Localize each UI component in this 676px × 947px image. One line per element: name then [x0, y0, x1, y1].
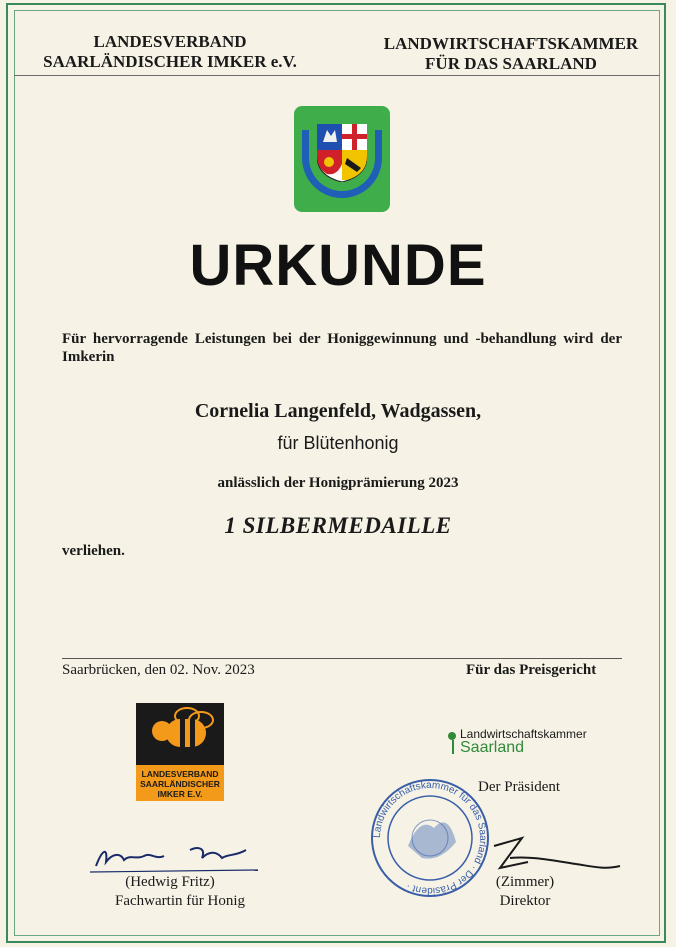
beekeepers-logo-text	[136, 769, 224, 799]
header-right-org	[356, 34, 666, 74]
certificate-title: URKUNDE	[189, 233, 487, 298]
occasion-text: anlässlich der Honigprämierung 2023	[217, 475, 459, 491]
beekeepers-logo-line3: IMKER E.V.	[157, 789, 203, 799]
award-medal: 1 SILBERMEDAILLE	[224, 513, 452, 538]
bee-stripe	[190, 719, 195, 747]
recipient-name: Cornelia Langenfeld, Wadgassen,	[194, 400, 482, 422]
stamp-text: Landwirtschaftskammer für das Saarland · Der Präsident ·	[371, 779, 489, 897]
beekeepers-association-logo	[136, 703, 224, 801]
chamber-logo-line2: Saarland	[460, 739, 525, 756]
header-divider	[14, 75, 660, 76]
place-date: Saarbrücken, den 02. Nov. 2023	[62, 662, 255, 678]
coat-of-arms-icon	[317, 124, 367, 182]
chamber-logo-bar-icon	[452, 740, 454, 754]
header-left-line2: SAARLÄNDISCHER IMKER e.V.	[43, 52, 297, 71]
honey-type: für Blütenhonig	[277, 433, 399, 453]
left-signatory-name: (Hedwig Fritz)	[125, 874, 215, 890]
signature-section-divider	[62, 658, 622, 659]
header-left-line1: LANDESVERBAND	[93, 32, 247, 51]
bee-stripe	[180, 719, 185, 747]
signature-hedwig-fritz	[90, 836, 260, 876]
right-signatory-role: Direktor	[499, 893, 551, 909]
bee-body-icon	[166, 719, 206, 747]
jury-label: Für das Preisgericht	[466, 662, 597, 678]
president-label: Der Präsident	[478, 779, 561, 795]
chamber-logo-line1: Landwirtschaftskammer	[460, 727, 587, 741]
saarland-crest-logo	[294, 106, 390, 212]
beekeepers-logo-line1: LANDESVERBAND	[141, 769, 219, 779]
header-right-line1: LANDWIRTSCHAFTSKAMMER	[383, 34, 639, 53]
header-right-line2: FÜR DAS SAARLAND	[425, 54, 597, 73]
left-signatory-role: Fachwartin für Honig	[115, 893, 245, 909]
beekeepers-logo-line2: SAARLÄNDISCHER	[140, 779, 220, 789]
intro-text: Für hervorragende Leistungen bei der Honiggewinnung und -behandlung wird der Imkerin	[62, 331, 622, 365]
closing-text: verliehen.	[62, 543, 125, 559]
header-left-org	[20, 32, 320, 72]
chamber-logo-dot-icon	[448, 732, 456, 740]
right-signatory-name: (Zimmer)	[495, 874, 555, 890]
